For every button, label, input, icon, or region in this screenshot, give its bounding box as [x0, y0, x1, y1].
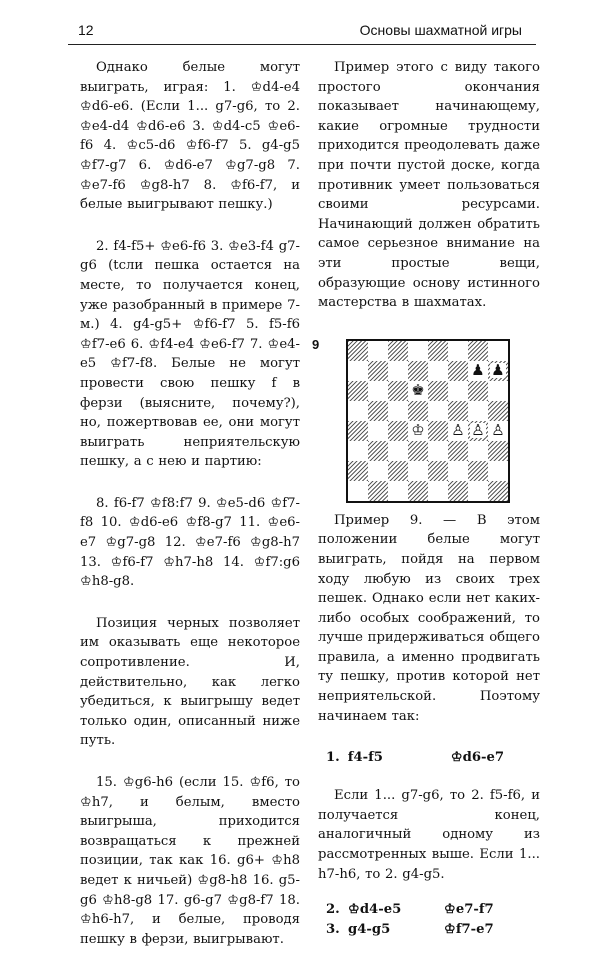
square-f1 [448, 481, 468, 501]
square-e6 [428, 381, 448, 401]
move-number: 3. [326, 922, 340, 938]
square-a7 [348, 361, 368, 381]
square-a5 [348, 401, 368, 421]
square-c8 [388, 341, 408, 361]
square-c2 [388, 461, 408, 481]
move-list [318, 900, 540, 940]
chess-piece-g7: ♟ [471, 361, 485, 380]
chess-piece-h4: ♙ [491, 421, 505, 440]
move-number: 2. [326, 902, 340, 918]
square-c4 [388, 421, 408, 441]
square-d1 [408, 481, 428, 501]
paragraph: Пример 9. — В этом положении белые могут выиграть, пойдя на первом ходу любую из своих трех пешек. Однако если нет каких-либо особых соображений, то лучше придерживаться общего правила, а именно продвигать ту пешку, против которой нет неприятельской. Поэтому начинаем так: [318, 512, 540, 724]
square-g3 [468, 441, 488, 461]
square-h6 [488, 381, 508, 401]
square-e8 [428, 341, 448, 361]
square-a8 [348, 341, 368, 361]
white-move: g4-g5 [348, 922, 391, 938]
square-d3 [408, 441, 428, 461]
square-e4 [428, 421, 448, 441]
black-move: ♔d6-e7 [450, 750, 505, 766]
square-f2 [448, 461, 468, 481]
square-a2 [348, 461, 368, 481]
square-d4 [408, 421, 428, 441]
square-a4 [348, 421, 368, 441]
chess-piece-g4: ♙ [471, 421, 485, 440]
running-title: Основы шахматной игры [359, 22, 522, 38]
square-h3 [488, 441, 508, 461]
move-line-1 [318, 748, 540, 768]
square-c5 [388, 401, 408, 421]
square-h2 [488, 461, 508, 481]
square-f7 [448, 361, 468, 381]
paragraph: Пример этого с виду такого простого окончания показывает начинающему, какие огромные трудности приходится преодолевать даже при почти пустой доске, когда противник умеет пользоваться своими ресурсами. Начинающий должен обратить самое серьезное внимание на эти простые вещи, образующие основу истинного мастерства в шахматах. [318, 60, 540, 311]
square-c1 [388, 481, 408, 501]
paragraph: 15. ♔g6-h6 (если 15. ♔f6, то ♔h7, и белым, вместо выигрыша, приходится возвращаться к прежней позиции, так как 16. g6+ ♔h8 ведет к ничьей) ♔g8-h8 16. g5-g6 ♔h8-g8 17. g6-g7 ♔g8-f7 18. ♔h6-h7, и белые, проводя пешку в ферзи, выигрывают. [80, 775, 300, 947]
square-f4 [448, 421, 468, 441]
black-move: ♔e7-f7 [444, 902, 494, 918]
square-g8 [468, 341, 488, 361]
square-a6 [348, 381, 368, 401]
square-h4 [488, 421, 508, 441]
square-g6 [468, 381, 488, 401]
move-row [318, 920, 540, 940]
chess-board [346, 339, 510, 503]
square-a1 [348, 481, 368, 501]
header-divider [68, 44, 536, 45]
square-g5 [468, 401, 488, 421]
move-row [318, 900, 540, 920]
right-column [312, 58, 540, 962]
paragraph: Если 1... g7-g6, то 2. f5-f6, и получается конец, аналогичный одному из рассмотренных выше. Если 1... h7-h6, то 2. g4-g5. [318, 788, 540, 882]
square-e1 [428, 481, 448, 501]
square-h8 [488, 341, 508, 361]
chess-piece-h7: ♟ [491, 361, 505, 380]
square-b3 [368, 441, 388, 461]
square-c3 [388, 441, 408, 461]
square-f5 [448, 401, 468, 421]
square-b5 [368, 401, 388, 421]
move-row [318, 748, 540, 768]
black-move: ♔f7-e7 [444, 922, 494, 938]
chess-piece-d6: ♚ [411, 381, 425, 400]
square-c7 [388, 361, 408, 381]
square-b6 [368, 381, 388, 401]
square-f8 [448, 341, 468, 361]
square-g7 [468, 361, 488, 381]
square-b1 [368, 481, 388, 501]
square-g2 [468, 461, 488, 481]
square-c6 [388, 381, 408, 401]
paragraph: Однако белые могут выиграть, играя: 1. ♔d4-e4 ♔d6-e6. (Если 1... g7-g6, то 2. ♔e4-d4 ♔d6-e6 3. ♔d4-c5 ♔e6-f6 4. ♔c5-d6 ♔f6-f7 5. g4-g5 ♔f7-g7 6. ♔d6-e7 ♔g7-g8 7. ♔e7-f6 ♔g8-h7 8. ♔f6-f7, и белые выигрывают пешку.) [80, 60, 300, 213]
square-d7 [408, 361, 428, 381]
square-d2 [408, 461, 428, 481]
paragraph: 2. f4-f5+ ♔e6-f6 3. ♔e3-f4 g7-g6 (tсли пешка остается на месте, то получается конец, уже разобранный в примере 7-м.) 4. g4-g5+ ♔f6-f7 5. f5-f6 ♔f7-e6 6. ♔f4-e4 ♔e6-f7 7. ♔e4-e5 ♔f7-f8. Белые не могут провести свою пешку f в ферзи (выясните, почему?), но, пожертвовав ее, они могут выиграть неприятельскую пешку, а с нею и партию: [80, 238, 300, 470]
chess-piece-d4: ♔ [411, 421, 425, 440]
paragraph: 8. f6-f7 ♔f8:f7 9. ♔e5-d6 ♔f7-f8 10. ♔d6-e6 ♔f8-g7 11. ♔e6-e7 ♔g7-g8 12. ♔e7-f6 ♔g8-h7 13. ♔f6-f7 ♔h7-h8 14. ♔f7:g6 ♔h8-g8. [80, 495, 300, 590]
square-d6 [408, 381, 428, 401]
square-d8 [408, 341, 428, 361]
diagram-block [312, 335, 540, 505]
square-f6 [448, 381, 468, 401]
square-b2 [368, 461, 388, 481]
white-move: f4-f5 [347, 750, 383, 766]
diagram-number: 9 [312, 336, 320, 352]
square-e5 [428, 401, 448, 421]
square-e2 [428, 461, 448, 481]
square-f3 [448, 441, 468, 461]
square-a3 [348, 441, 368, 461]
square-g1 [468, 481, 488, 501]
square-b4 [368, 421, 388, 441]
square-b7 [368, 361, 388, 381]
white-move: ♔d4-e5 [348, 902, 402, 918]
move-number: 1. [326, 750, 340, 766]
square-h5 [488, 401, 508, 421]
square-g4 [468, 421, 488, 441]
square-e7 [428, 361, 448, 381]
chess-piece-f4: ♙ [451, 421, 465, 440]
paragraph: Позиция черных позволяет им оказывать еще некоторое сопротивление. И, действительно, как легко убедиться, к выигрышу ведет только один, описанный ниже путь. [80, 615, 300, 749]
page-header [68, 22, 532, 42]
square-h1 [488, 481, 508, 501]
square-b8 [368, 341, 388, 361]
square-e3 [428, 441, 448, 461]
page-number: 12 [78, 22, 94, 38]
square-h7 [488, 361, 508, 381]
left-column [80, 58, 300, 949]
square-d5 [408, 401, 428, 421]
